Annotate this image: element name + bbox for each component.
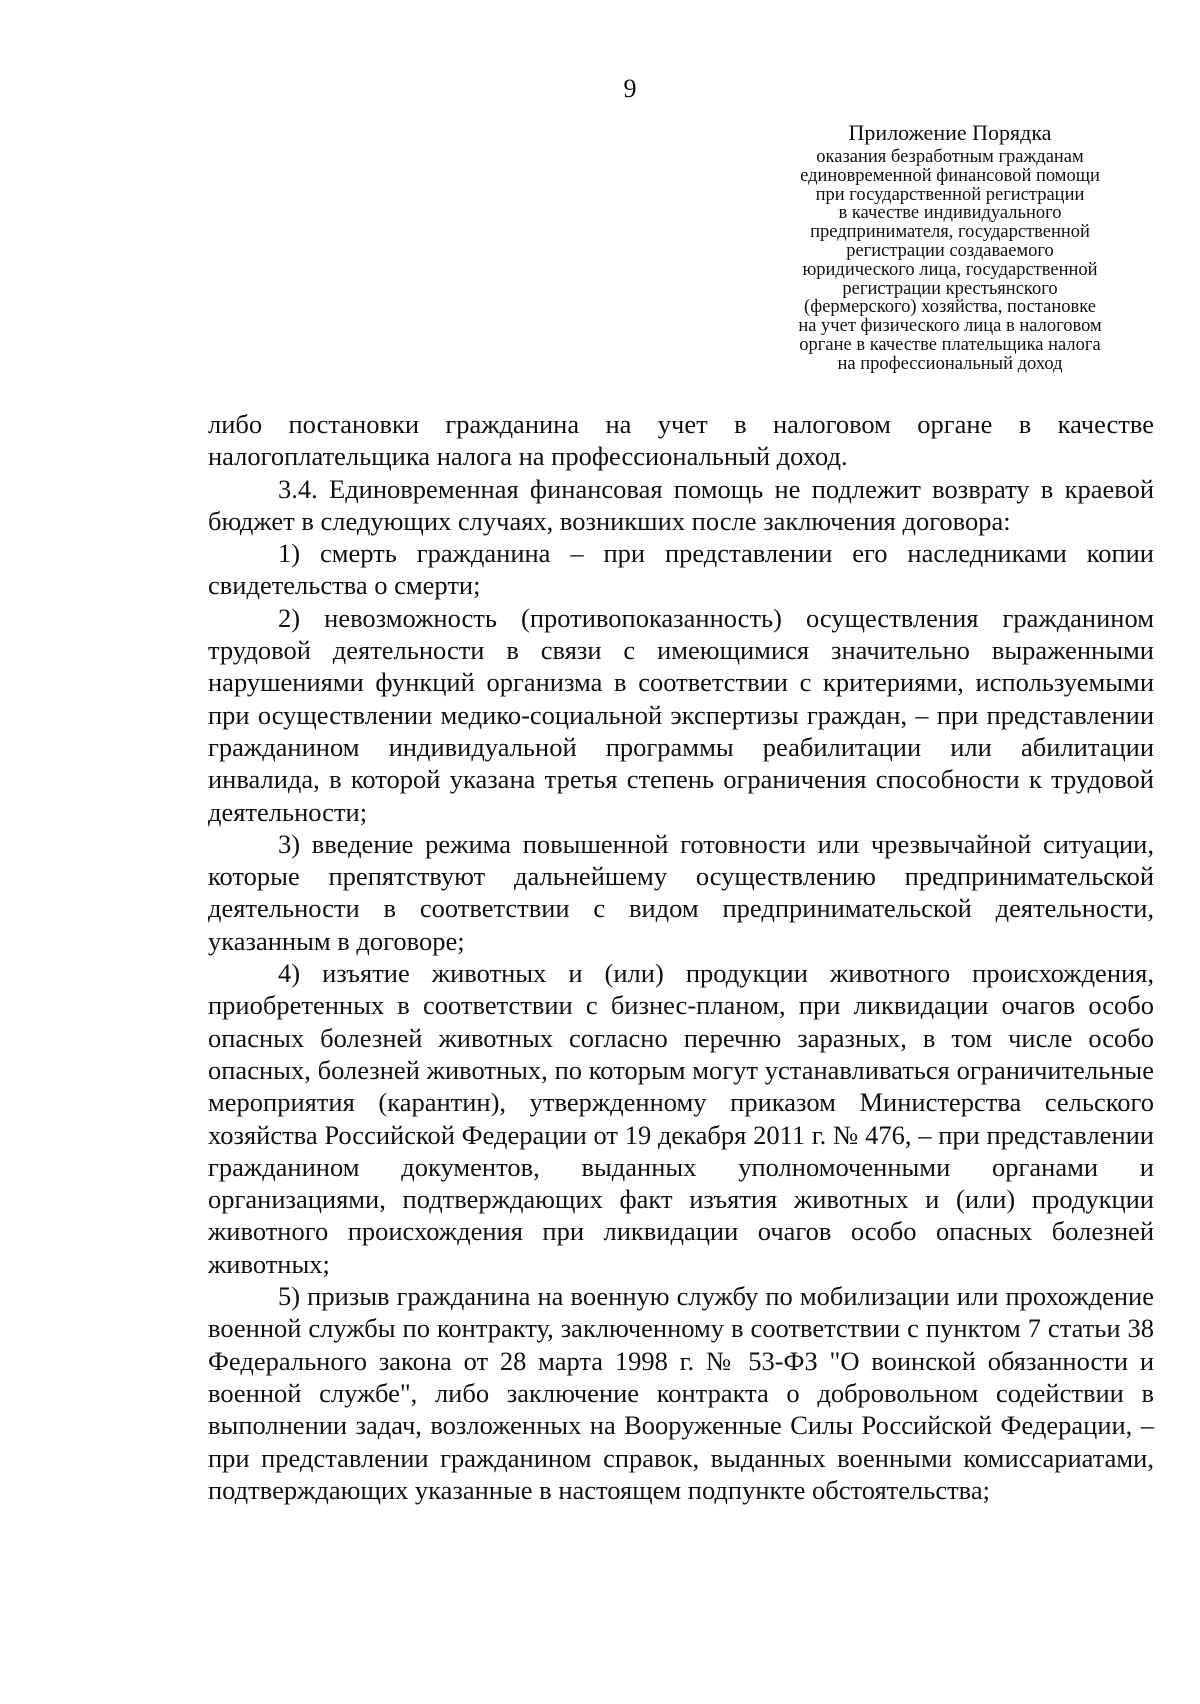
appendix-line: в качестве индивидуального <box>838 203 1062 224</box>
paragraph-item-3: 3) введение режима повышенной готовности или чрезвычайной ситуации, которые препятствуют дальнейшему осуществлению предпринимательской деятельности в соответствии с видом предпринимательской деятельности, указанным в договоре; <box>208 828 1154 956</box>
paragraph-item-2: 2) невозможность (противопоказанность) осуществления гражданином трудовой деятельности в связи с имеющимися значительно выраженными нарушениями функций организма в соответствии с критериями, используемыми при осуществлении медико-социальной экспертизы граждан, – при представлении гражданином индивидуальной программы реабилитации или абилитации инвалида, в которой указана третья степень ограничения способности к трудовой деятельности; <box>208 602 1154 827</box>
appendix-line: предпринимателя, государственной <box>810 222 1090 243</box>
appendix-line: юридического лица, государственной <box>802 259 1098 280</box>
appendix-line: на профессиональный доход <box>837 353 1063 374</box>
appendix-line: регистрации создаваемого <box>846 240 1054 261</box>
paragraph-item-4: 4) изъятие животных и (или) продукции животного происхождения, приобретенных в соответствии с бизнес-планом, при ликвидации очагов особо опасных болезней животных согласно перечню заразных, в том числе особо опасных, болезней животных, по которым могут устанавливаться ограничительные мероприятия (карантин), утвержденному приказом Министерства сельского хозяйства Российской Федерации от 19 декабря 2011 г. № 476, – при представлении гражданином документов, выданных уполномоченными органами и организациями, подтверждающих факт изъятия животных и (или) продукции животного происхождения при ликвидации очагов особо опасных болезней животных; <box>208 958 1154 1279</box>
appendix-line: на учет физического лица в налоговом <box>798 316 1102 337</box>
paragraph-item-1: 1) смерть гражданина – при представлении его наследниками копии свидетельства о смерти; <box>208 538 1154 601</box>
appendix-header <box>700 118 1200 374</box>
paragraph-section-3-4: 3.4. Единовременная финансовая помощь не подлежит возврату в краевой бюджет в следующих случаях, возникших после заключения договора: <box>208 473 1154 536</box>
appendix-line: оказания безработным гражданам <box>816 147 1084 167</box>
page-number: 9 <box>623 74 637 103</box>
paragraph-continuation: либо постановки гражданина на учет в налоговом органе в качестве налогоплательщика налога на профессиональный доход. <box>208 409 1154 472</box>
appendix-line: единовременной финансовой помощи <box>800 165 1100 186</box>
appendix-title: Приложение Порядка <box>848 120 1052 145</box>
paragraph-item-5: 5) призыв гражданина на военную службу по мобилизации или прохождение военной службы по контракту, заключенному в соответствии с пунктом 7 статьи 38 Федерального закона от 28 марта 1998 г. № 53-ФЗ "О воинской обязанности и военной службе", либо заключение контракта о добровольном содействии в выполнении задач, возложенных на Вооруженные Силы Российской Федерации, – при представлении гражданином справок, выданных военными комиссариатами, подтверждающих указанные в настоящем подпункте обстоятельства; <box>208 1281 1154 1505</box>
appendix-line: при государственной регистрации <box>815 184 1085 205</box>
appendix-line: регистрации крестьянского <box>842 278 1058 299</box>
appendix-line: органе в качестве плательщика налога <box>799 334 1101 355</box>
document-body <box>208 408 1154 1506</box>
appendix-line: (фермерского) хозяйства, постановке <box>804 297 1096 318</box>
